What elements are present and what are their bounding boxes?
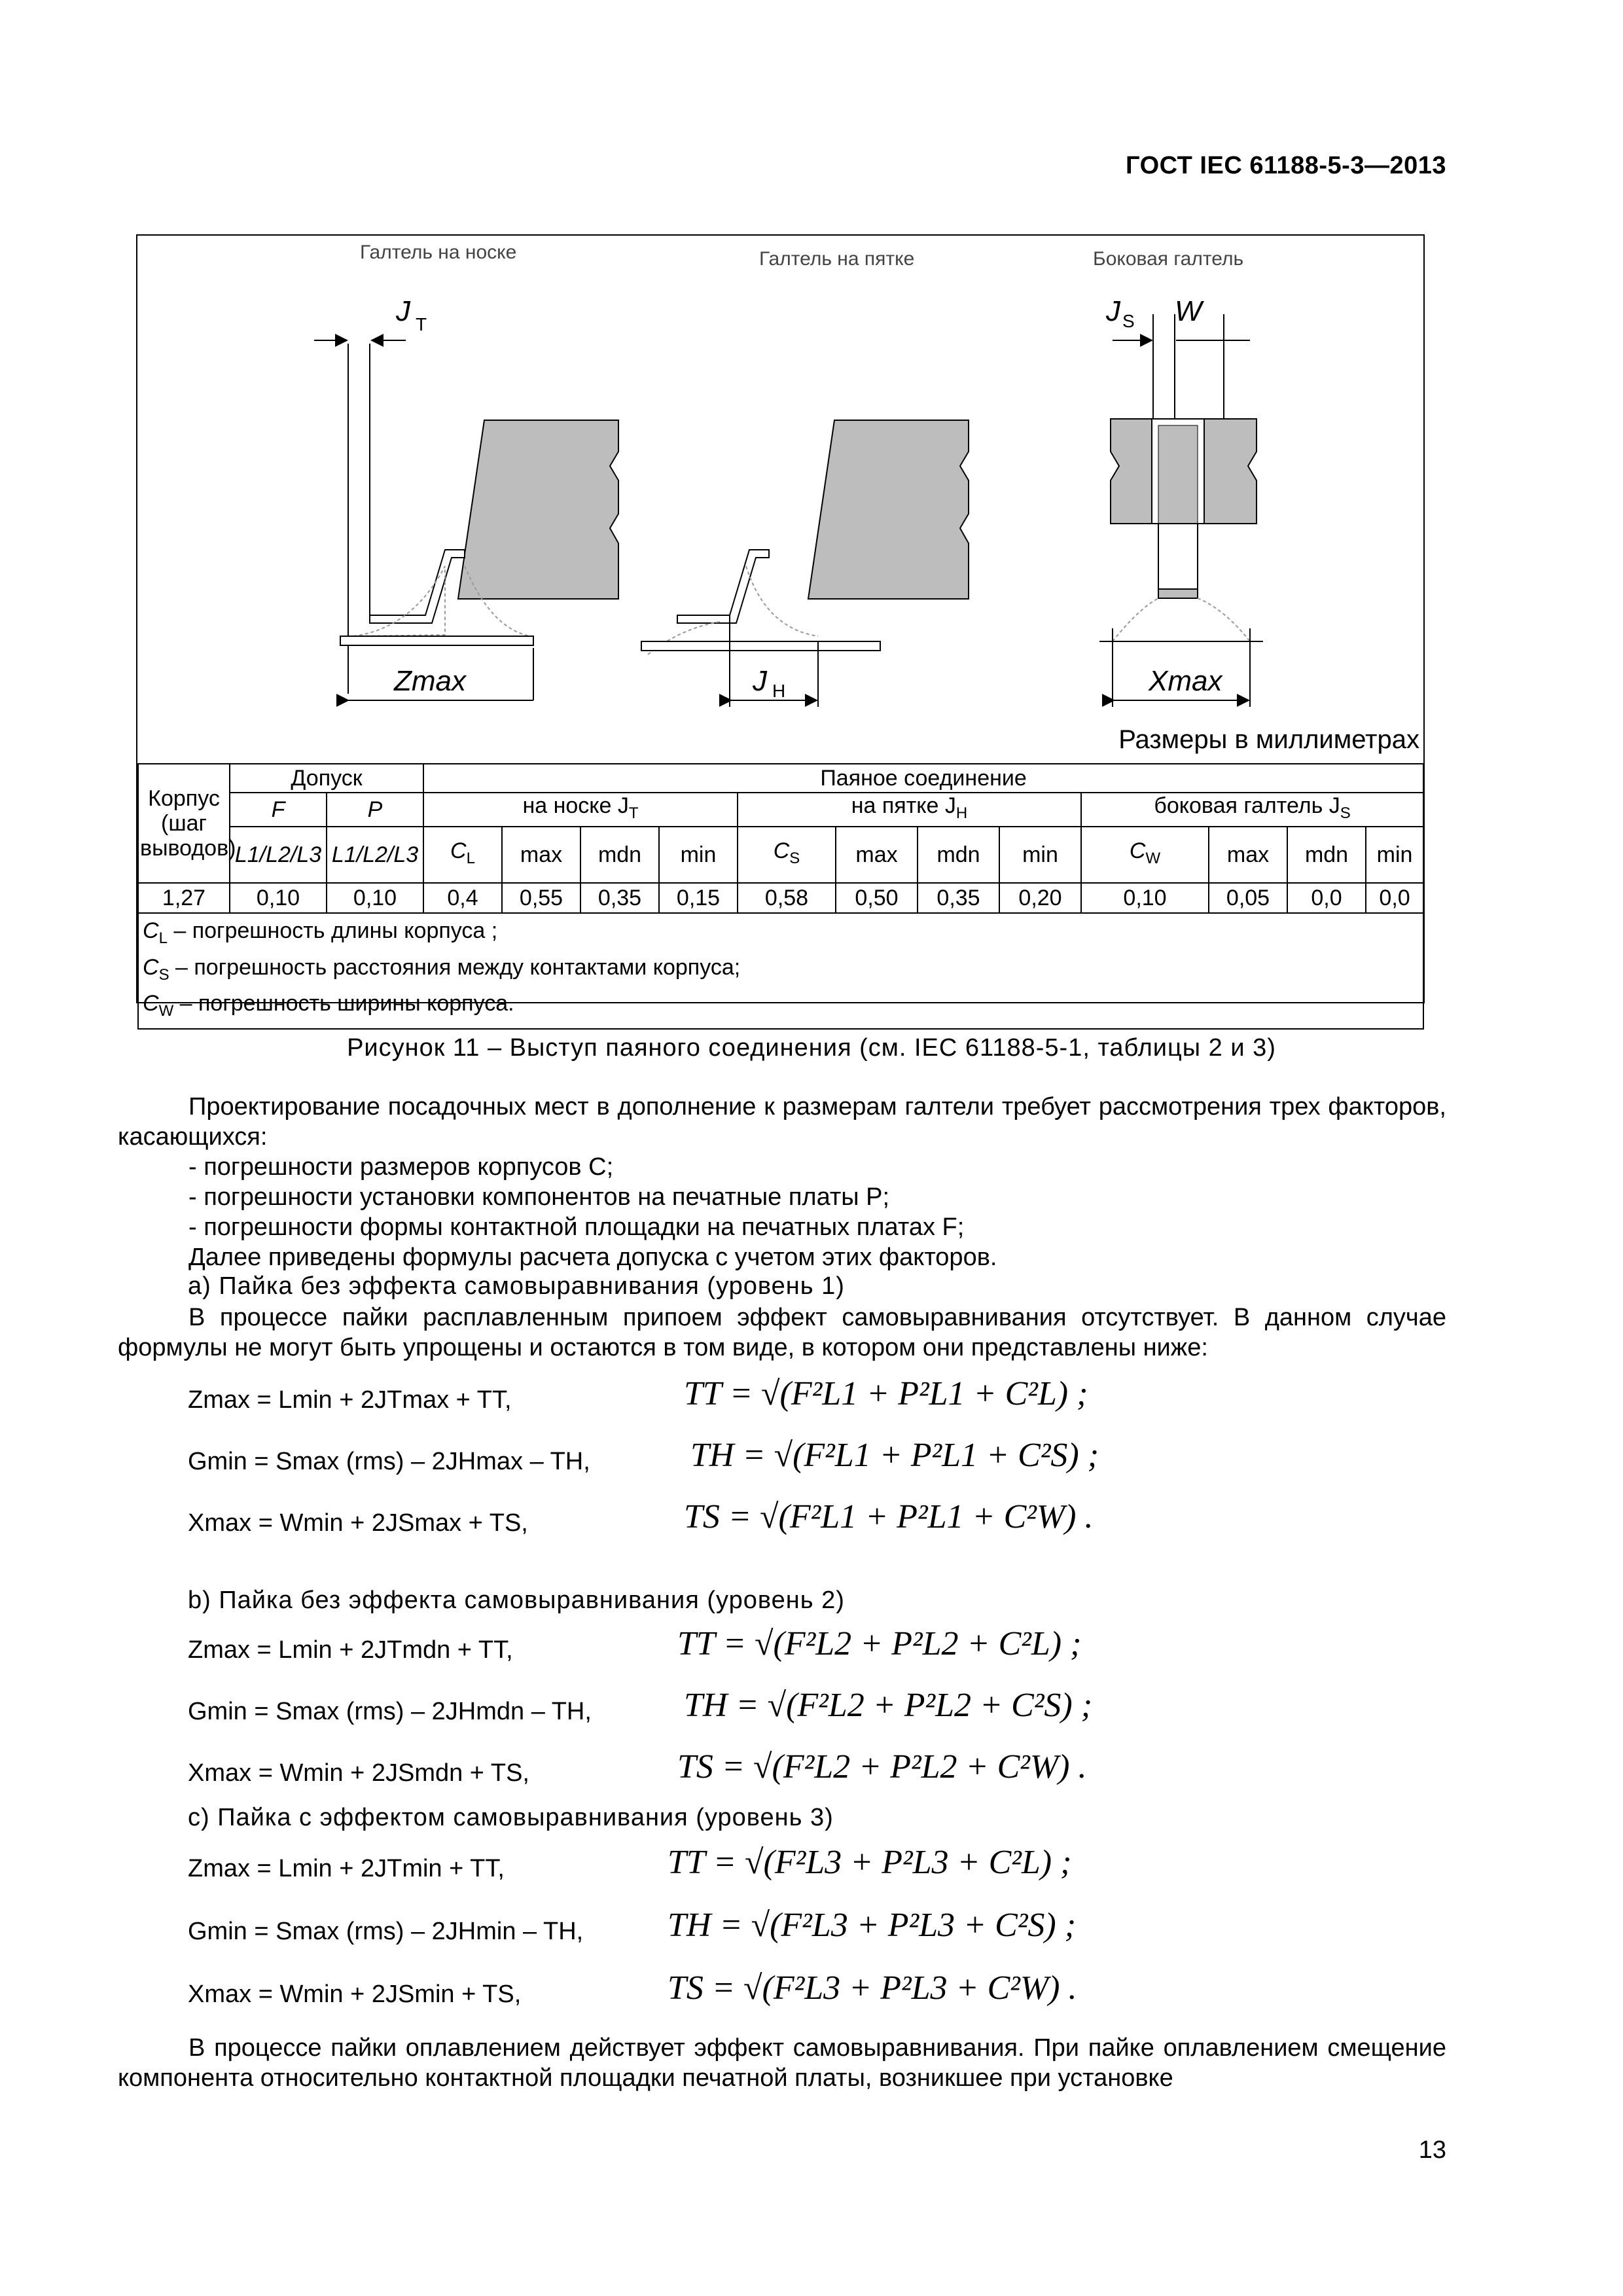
table-cell: 0,35 xyxy=(918,883,999,913)
list-item: - погрешности установки компонентов на печатные платы P; xyxy=(188,1183,890,1211)
header-levels-p: L1/L2/L3 xyxy=(327,827,423,883)
toe-view xyxy=(314,295,618,700)
side-fillet-title: Боковая галтель xyxy=(1093,248,1244,270)
list-item: - погрешности формы контактной площадки на печатных платах F; xyxy=(188,1213,965,1241)
table-notes xyxy=(138,913,1423,1029)
header-mdn: mdn xyxy=(1287,827,1366,883)
w-label: W xyxy=(1175,295,1202,327)
formula-right: TT = √(F²L2 + P²L2 + C²L) ; xyxy=(677,1625,1082,1662)
jh-sub: H xyxy=(772,681,786,701)
formula-right: TH = √(F²L2 + P²L2 + C²S) ; xyxy=(684,1687,1093,1724)
formula-left: Gmin = Smax (rms) – 2JHmax – TH, xyxy=(188,1448,590,1475)
jt-sub: T xyxy=(416,314,427,334)
formula-right: TT = √(F²L1 + P²L1 + C²L) ; xyxy=(684,1375,1088,1412)
paragraph-factors: Далее приведены формулы расчета допуска с учетом этих факторов. xyxy=(188,1244,997,1271)
jt-label: J xyxy=(396,295,410,327)
table-cell: 0,4 xyxy=(423,883,502,913)
header-min: min xyxy=(1366,827,1423,883)
heel-fillet-title: Галтель на пятке xyxy=(759,248,915,270)
paragraph-level1: В процессе пайки расплавленным припоем эффект самовыравнивания отсутствует. В данном случае формулы не могут быть упрощены и остаются в том виде, в котором они представлены ниже: xyxy=(118,1304,1446,1361)
table-cell: 0,10 xyxy=(1081,883,1209,913)
formula-left: Xmax = Wmin + 2JSmax + TS, xyxy=(188,1509,528,1537)
header-mdn: mdn xyxy=(918,827,999,883)
formula-left: Zmax = Lmin + 2JTmax + TT, xyxy=(188,1386,512,1414)
formula-right: TS = √(F²L3 + P²L3 + C²W) . xyxy=(668,1969,1077,2007)
zmax-label: Zmax xyxy=(394,665,466,697)
formula-left: Zmax = Lmin + 2JTmdn + TT, xyxy=(188,1636,513,1664)
header-min: min xyxy=(999,827,1081,883)
solder-joint-table xyxy=(137,763,1424,1030)
table-cell: 1,27 xyxy=(138,883,230,913)
standard-header: ГОСТ IEC 61188-5-3—2013 xyxy=(1126,152,1446,179)
note-cw: $C_W$ – погрешность ширины корпуса. xyxy=(143,991,514,1020)
formula-right: TH = √(F²L1 + P²L1 + C²S) ; xyxy=(690,1437,1099,1474)
formula-right: TH = √(F²L3 + P²L3 + C²S) ; xyxy=(668,1907,1077,1944)
note-cs: $C_S$ – погрешность расстояния между контактами корпуса; xyxy=(143,954,741,984)
js-sub: S xyxy=(1122,311,1135,331)
note-cl: $C_L$ – погрешность длины корпуса ; xyxy=(143,918,498,947)
table-cell: 0,10 xyxy=(327,883,423,913)
side-view xyxy=(1099,295,1263,707)
xmax-label: Xmax xyxy=(1149,665,1222,697)
formula-right: TS = √(F²L1 + P²L1 + C²W) . xyxy=(684,1498,1094,1535)
table-cell: 0,15 xyxy=(659,883,738,913)
table-cell: 0,58 xyxy=(738,883,836,913)
header-cs: $C_S$ xyxy=(738,827,836,883)
header-cw: $C_W$ xyxy=(1081,827,1209,883)
js-label: J xyxy=(1106,295,1120,327)
formula-left: Xmax = Wmin + 2JSmin + TS, xyxy=(188,1981,522,2008)
heel-view xyxy=(641,420,969,707)
subheading-b: b) Пайка без эффекта самовыравнивания (уровень 2) xyxy=(188,1587,845,1614)
header-side: боковая галтель $J_S$ xyxy=(1081,793,1423,827)
table-cell: 0,20 xyxy=(999,883,1081,913)
formula-left: Xmax = Wmin + 2JSmdn + TS, xyxy=(188,1759,529,1787)
table-cell: 0,0 xyxy=(1287,883,1366,913)
table-cell: 0,35 xyxy=(580,883,659,913)
header-joint: Паяное соединение xyxy=(423,764,1423,793)
formula-left: Zmax = Lmin + 2JTmin + TT, xyxy=(188,1855,505,1882)
header-levels-f: L1/L2/L3 xyxy=(230,827,327,883)
table-cell: 0,55 xyxy=(502,883,580,913)
header-cl: $C_L$ xyxy=(423,827,502,883)
header-mdn: mdn xyxy=(580,827,659,883)
toe-fillet-title: Галтель на носке xyxy=(360,242,517,263)
header-tolerance: Допуск xyxy=(230,764,423,793)
header-max: max xyxy=(1209,827,1287,883)
table-cell: 0,50 xyxy=(836,883,918,913)
header-toe: на носке $J_T$ xyxy=(423,793,738,827)
paragraph-intro: Проектирование посадочных мест в дополнение к размерам галтели требует рассмотрения трех факторов, касающихся: xyxy=(118,1093,1446,1151)
paragraph-reflow: В процессе пайки оплавлением действует эффект самовыравнивания. При пайке оплавлением смещение компонента относительно контактной площадки печатной платы, возникшее при установке xyxy=(118,2034,1446,2092)
formula-right: TS = √(F²L2 + P²L2 + C²W) . xyxy=(677,1748,1087,1785)
page-number: 13 xyxy=(1418,2136,1446,2164)
list-item: - погрешности размеров корпусов C; xyxy=(188,1153,614,1181)
formula-left: Gmin = Smax (rms) – 2JHmdn – TH, xyxy=(188,1698,592,1725)
formula-right: TT = √(F²L3 + P²L3 + C²L) ; xyxy=(668,1844,1072,1881)
figure-caption: Рисунок 11 – Выступ паяного соединения (см. IEC 61188-5-1, таблицы 2 и 3) xyxy=(347,1034,1276,1062)
table-row xyxy=(138,883,1423,913)
table-cell: 0,10 xyxy=(230,883,327,913)
header-f: F xyxy=(230,793,327,827)
jh-label: J xyxy=(753,665,767,697)
solder-joint-diagram xyxy=(137,236,1423,764)
dimensions-note: Размеры в миллиметрах xyxy=(1118,725,1419,754)
subheading-a: а) Пайка без эффекта самовыравнивания (уровень 1) xyxy=(188,1272,845,1300)
header-min: min xyxy=(659,827,738,883)
table-cell: 0,05 xyxy=(1209,883,1287,913)
figure-frame xyxy=(136,234,1425,1020)
subheading-c: c) Пайка с эффектом самовыравнивания (уровень 3) xyxy=(188,1804,834,1831)
formula-left: Gmin = Smax (rms) – 2JHmin – TH, xyxy=(188,1918,584,1945)
header-max: max xyxy=(836,827,918,883)
header-body: Корпус (шаг выводов) xyxy=(138,764,230,883)
header-p: P xyxy=(327,793,423,827)
header-max: max xyxy=(502,827,580,883)
header-heel: на пятке $J_H$ xyxy=(738,793,1081,827)
table-cell: 0,0 xyxy=(1366,883,1423,913)
